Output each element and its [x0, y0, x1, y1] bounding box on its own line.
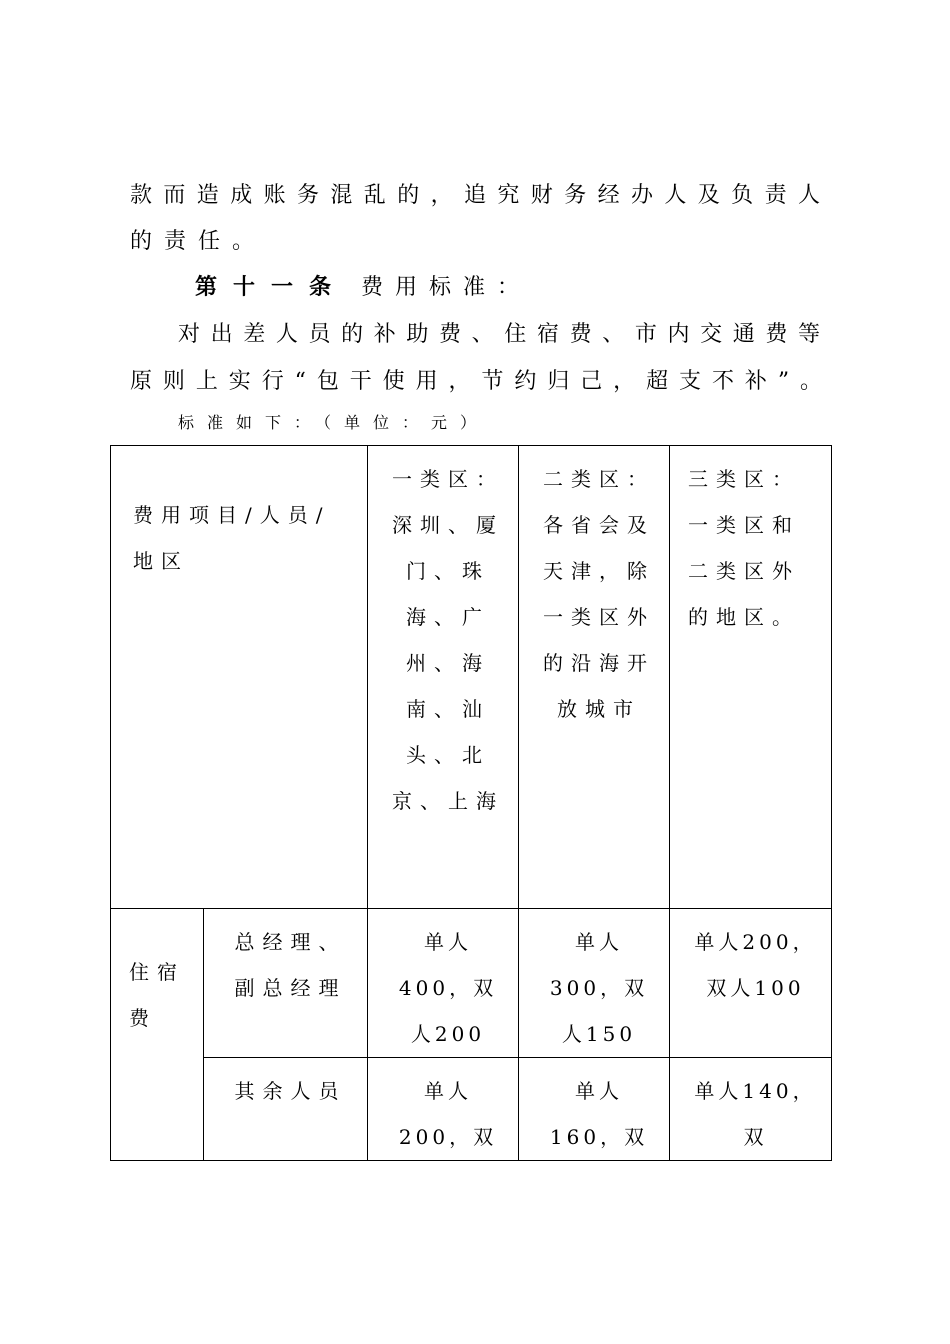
paragraph2-line2: 原则上实行“包干使用，节约归己，超支不补”。: [130, 369, 822, 394]
paragraph2-line1: 对出差人员的补助费、住宿费、市内交通费等: [178, 322, 820, 347]
zone3-value: 单人200，双人100: [694, 930, 817, 1000]
paragraph1-line2: 的责任。: [130, 229, 267, 254]
zone3-value: 单人140，双: [694, 1079, 817, 1149]
role-cell: [204, 1058, 368, 1161]
zone1-value: 单人200，双: [398, 1079, 498, 1149]
zone3-value-cell: [670, 909, 832, 1058]
zone2-value: 单人160，双: [549, 1079, 649, 1149]
paragraph1-line1: 款而造成账务混乱的，追究财务经办人及负责人: [130, 183, 820, 208]
category-label: 住宿费: [129, 960, 185, 1030]
header-zone3-cell: [670, 446, 832, 909]
article-heading: [195, 270, 531, 301]
table-row: [111, 909, 832, 1058]
header-zone2: 二类区：各省会及天津，除一类区外的沿海开放城市: [543, 467, 656, 721]
role-label: 总经理、副总经理: [234, 930, 347, 1000]
header-item: 费用项目/人员/地区: [133, 503, 331, 573]
header-zone3: 三类区：一类区和二类区外的地区。: [688, 467, 801, 629]
header-item-cell: [111, 446, 368, 909]
role-cell: [204, 909, 368, 1058]
header-zone1-cell: [368, 446, 519, 909]
zone3-value-cell: [670, 1058, 832, 1161]
header-zone1: 一类区：深圳、厦门、珠海、广州、海南、汕头、北京、上海: [392, 467, 505, 813]
table-header-row: [111, 446, 832, 909]
header-zone2-cell: [519, 446, 670, 909]
article-text: 费用标准：: [361, 275, 532, 300]
table-row: [111, 1058, 832, 1161]
fee-standard-table: [110, 445, 832, 1161]
zone1-value-cell: [368, 1058, 519, 1161]
standard-line: 标准如下：（单位：元）: [178, 413, 490, 432]
article-label: 第十一条: [195, 274, 348, 300]
zone1-value: 单人400，双人200: [398, 930, 498, 1046]
role-label: 其余人员: [234, 1079, 347, 1103]
zone2-value: 单人300，双人150: [549, 930, 649, 1046]
zone2-value-cell: [519, 1058, 670, 1161]
category-cell: [111, 909, 204, 1161]
zone2-value-cell: [519, 909, 670, 1058]
zone1-value-cell: [368, 909, 519, 1058]
